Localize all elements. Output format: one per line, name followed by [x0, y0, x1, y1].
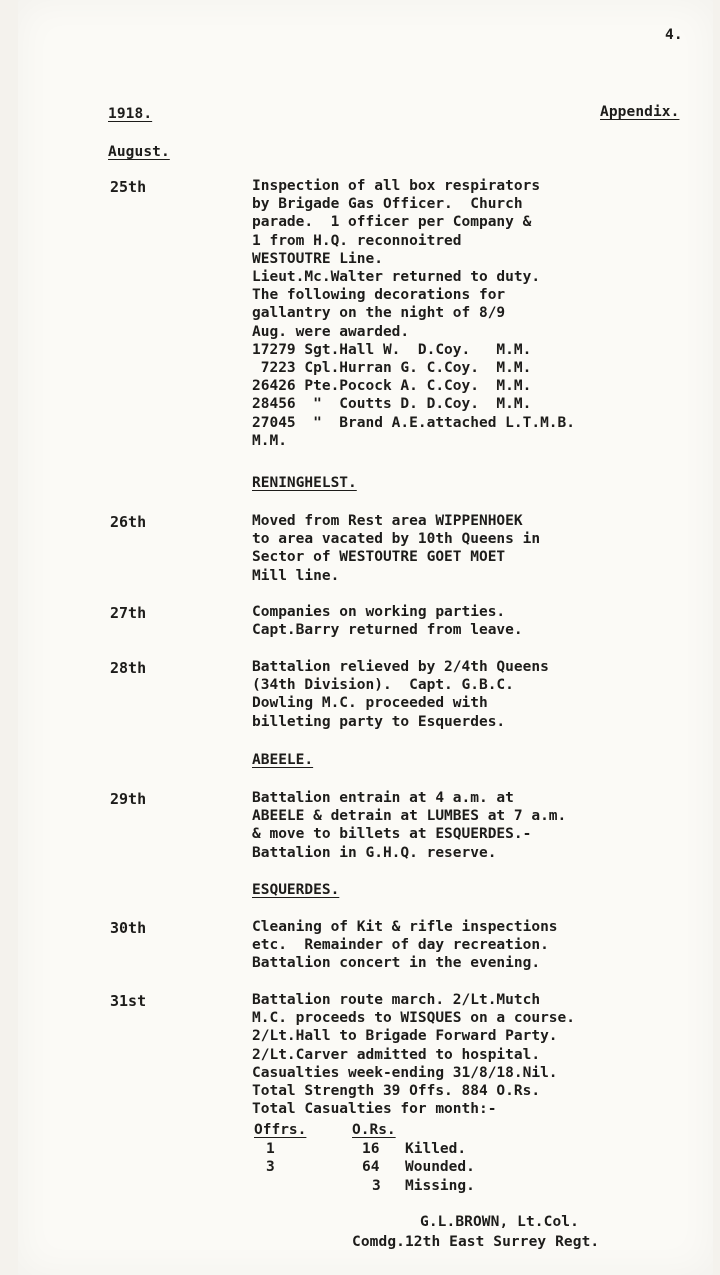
entry-line: The following decorations for [252, 287, 506, 304]
entry-line: Sector of WESTOUTRE GOET MOET [252, 549, 506, 566]
entry-line: (34th Division). Capt. G.B.C. [252, 677, 514, 694]
diary-entry [252, 918, 558, 973]
entry-line: Aug. were awarded. [252, 323, 410, 340]
entry-line: billeting party to Esquerdes. [252, 713, 506, 730]
entry-date: 27th [110, 604, 147, 622]
award-line: 28456 " Coutts D. D.Coy. M.M. [252, 396, 532, 413]
entry-line: etc. Remainder of day recreation. [252, 937, 549, 954]
entry-line: Companies on working parties. [252, 604, 506, 620]
location-heading: RENINGHELST. [252, 475, 357, 491]
entry-line: by Brigade Gas Officer. Church [252, 196, 523, 213]
diary-entry [252, 991, 575, 1118]
entry-line: Battalion route march. 2/Lt.Mutch [252, 992, 541, 1008]
entry-line: Battalion entrain at 4 a.m. at [252, 790, 514, 806]
casualties-ors-value: 64 [362, 1159, 380, 1175]
casualties-offrs-value: 3 [266, 1159, 275, 1175]
entry-line: WESTOUTRE Line. [252, 250, 383, 267]
entry-date: 29th [110, 790, 147, 808]
casualties-ors-value: 16 [362, 1141, 380, 1157]
casualties-label: Missing. [405, 1178, 475, 1194]
entry-date: 28th [110, 659, 147, 677]
award-line: 26426 Pte.Pocock A. C.Coy. M.M. [252, 378, 532, 395]
entry-line: to area vacated by 10th Queens in [252, 531, 541, 548]
entry-line: Lieut.Mc.Walter returned to duty. [252, 269, 541, 286]
month-heading: August. [108, 144, 170, 160]
award-line: 7223 Cpl.Hurran G. C.Coy. M.M. [252, 360, 532, 377]
year-heading: 1918. [108, 106, 153, 122]
signature-name: G.L.BROWN, Lt.Col. [420, 1214, 579, 1230]
casualties-label: Killed. [405, 1141, 467, 1157]
entry-line: gallantry on the night of 8/9 [252, 305, 506, 322]
entry-date: 26th [110, 513, 147, 531]
entry-date: 30th [110, 919, 147, 937]
casualties-header-ors: O.Rs. [352, 1122, 396, 1138]
award-line: M.M. [252, 432, 287, 449]
entry-line: & move to billets at ESQUERDES.- [252, 826, 532, 843]
location-heading: ESQUERDES. [252, 882, 340, 898]
entry-line: Dowling M.C. proceeded with [252, 695, 488, 712]
entry-line: Total Casualties for month:- [252, 1101, 497, 1118]
award-line: 17279 Sgt.Hall W. D.Coy. M.M. [252, 341, 532, 358]
entry-line: Capt.Barry returned from leave. [252, 622, 523, 639]
entry-line: Cleaning of Kit & rifle inspections [252, 919, 558, 935]
appendix-heading: Appendix. [600, 104, 680, 120]
entry-line: Battalion concert in the evening. [252, 955, 541, 972]
location-heading: ABEELE. [252, 752, 314, 768]
entry-line: Total Strength 39 Offs. 884 O.Rs. [252, 1083, 541, 1100]
diary-entry [252, 603, 523, 639]
entry-line: Mill line. [252, 567, 340, 584]
entry-line: M.C. proceeds to WISQUES on a course. [252, 1010, 576, 1027]
award-line: 27045 " Brand A.E.attached L.T.M.B. [252, 414, 576, 431]
entry-line: 1 from H.Q. reconnoitred [252, 232, 462, 249]
casualties-ors-value: 3 [372, 1178, 381, 1194]
entry-line: Inspection of all box respirators [252, 178, 541, 194]
casualties-offrs-value: 1 [266, 1141, 275, 1157]
entry-line: 2/Lt.Hall to Brigade Forward Party. [252, 1028, 558, 1045]
diary-entry [252, 177, 575, 450]
entry-line: ABEELE & detrain at LUMBES at 7 a.m. [252, 808, 567, 825]
entry-line: Casualties week-ending 31/8/18.Nil. [252, 1064, 558, 1081]
entry-line: Battalion relieved by 2/4th Queens [252, 659, 549, 675]
entry-date: 25th [110, 178, 147, 196]
entry-line: Battalion in G.H.Q. reserve. [252, 844, 497, 861]
diary-entry [252, 789, 566, 862]
entry-line: Moved from Rest area WIPPENHOEK [252, 513, 523, 529]
casualties-label: Wounded. [405, 1159, 475, 1175]
entry-line: parade. 1 officer per Company & [252, 214, 532, 231]
entry-date: 31st [110, 992, 147, 1010]
page-number: 4. [665, 27, 683, 43]
signature-unit: Comdg.12th East Surrey Regt. [352, 1234, 600, 1250]
casualties-header-offrs: Offrs. [254, 1122, 307, 1138]
diary-entry [252, 658, 549, 731]
diary-entry [252, 512, 540, 585]
entry-line: 2/Lt.Carver admitted to hospital. [252, 1046, 541, 1063]
